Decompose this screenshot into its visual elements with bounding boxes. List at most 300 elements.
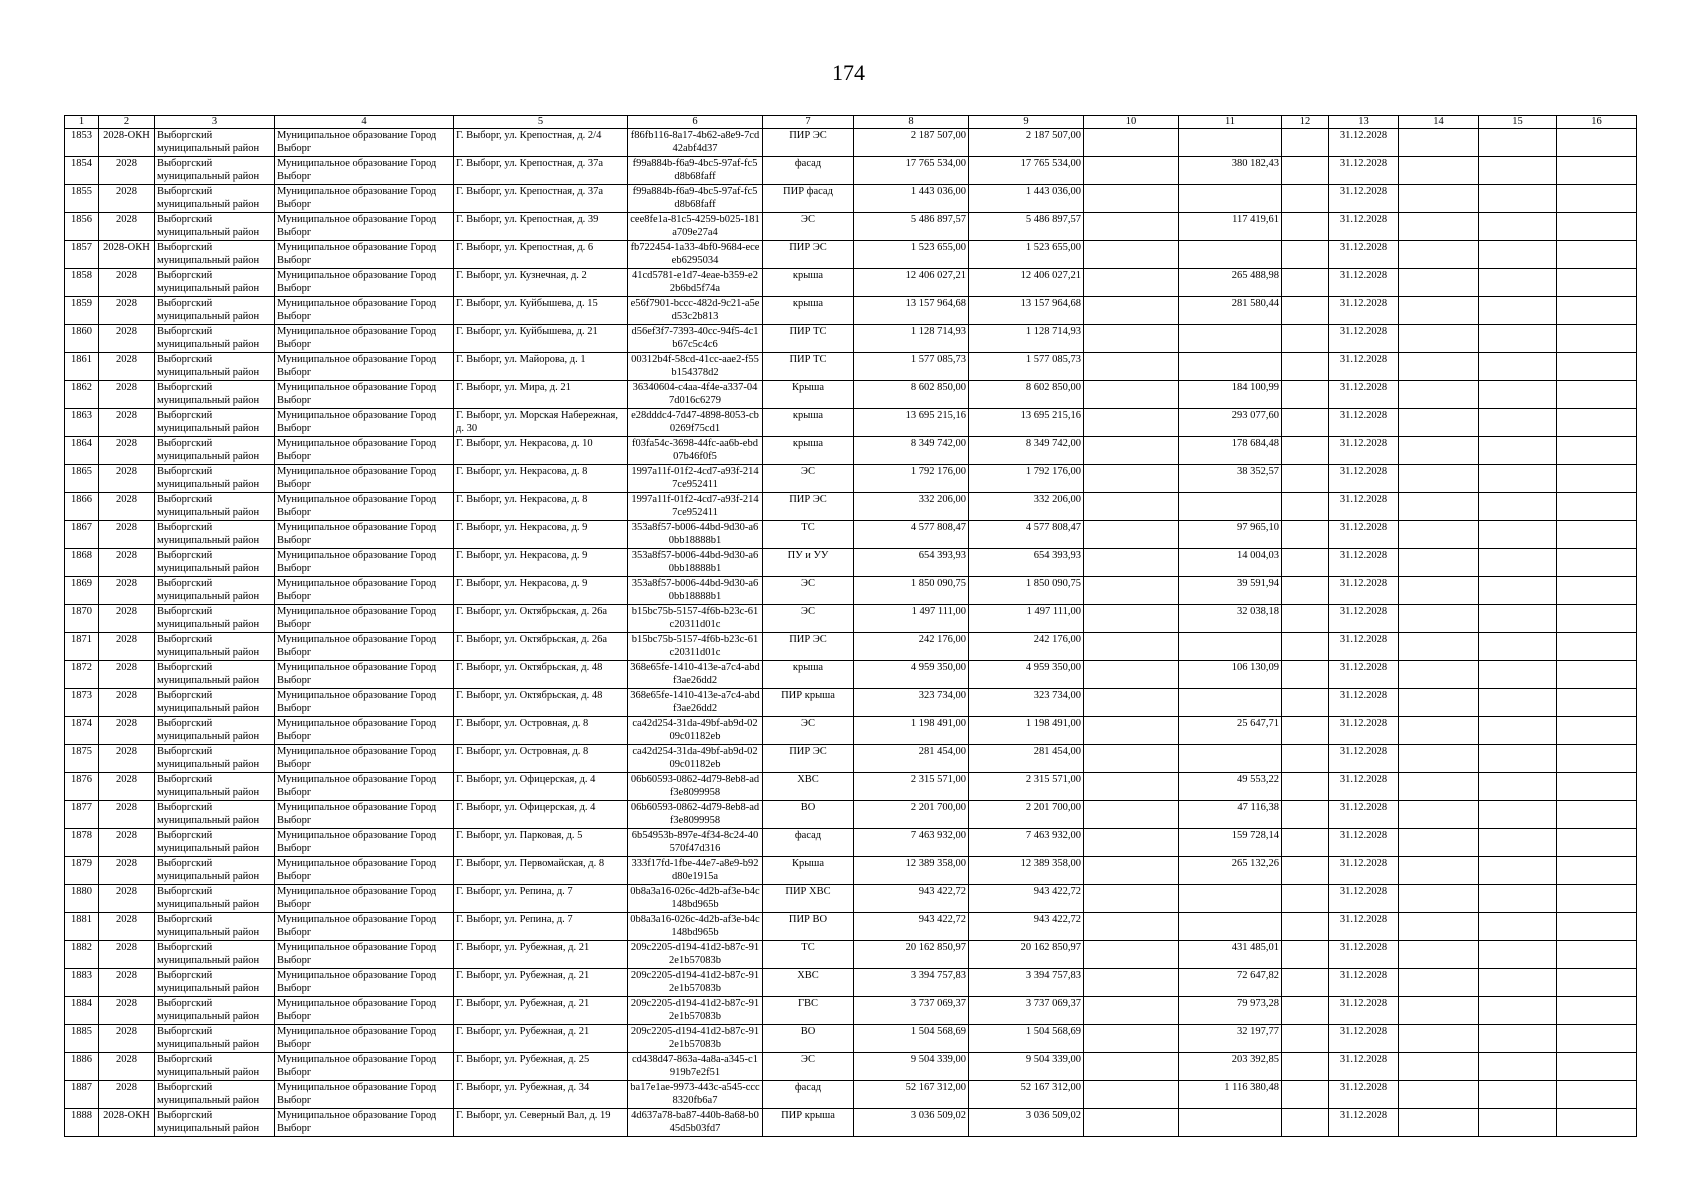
work-type-cell: ПУ и УУ [763,549,854,577]
cost-extra-cell: 159 728,14 [1179,829,1282,857]
col14-cell [1399,409,1479,437]
work-type-cell: фасад [763,157,854,185]
col10-cell [1084,605,1179,633]
table-row [65,241,1637,269]
col15-cell [1479,633,1557,661]
municipality-cell: Муниципальное образование Город Выборг [275,661,454,689]
work-type-cell: ВО [763,1025,854,1053]
district-cell: Выборгский муниципальный район [155,213,275,241]
work-type-cell: ПИР ТС [763,353,854,381]
column-header-2: 2 [99,116,155,129]
cost-fund-cell: 4 577 808,47 [969,521,1084,549]
table-row [65,213,1637,241]
district-cell: Выборгский муниципальный район [155,353,275,381]
cost-fund-cell: 1 504 568,69 [969,1025,1084,1053]
cost-extra-cell: 293 077,60 [1179,409,1282,437]
column-header-14: 14 [1399,116,1479,129]
address-cell: Г. Выборг, ул. Рубежная, д. 21 [454,997,628,1025]
municipality-cell: Муниципальное образование Город Выборг [275,1081,454,1109]
col12-cell [1282,269,1329,297]
col12-cell [1282,493,1329,521]
guid-cell: 209c2205-d194-41d2-b87c-912e1b57083b [628,997,763,1025]
deadline-date-cell: 31.12.2028 [1329,661,1399,689]
cost-extra-cell: 265 132,26 [1179,857,1282,885]
year-cell: 2028 [99,773,155,801]
guid-cell: 353a8f57-b006-44bd-9d30-a60bb18888b1 [628,521,763,549]
cost-total-cell: 943 422,72 [854,913,969,941]
cost-fund-cell: 13 157 964,68 [969,297,1084,325]
guid-cell: 41cd5781-e1d7-4eae-b359-e22b6bd5f74a [628,269,763,297]
cost-total-cell: 654 393,93 [854,549,969,577]
cost-total-cell: 1 523 655,00 [854,241,969,269]
col10-cell [1084,1081,1179,1109]
col16-cell [1557,829,1637,857]
district-cell: Выборгский муниципальный район [155,465,275,493]
municipality-cell: Муниципальное образование Город Выборг [275,773,454,801]
municipality-cell: Муниципальное образование Город Выборг [275,129,454,157]
deadline-date-cell: 31.12.2028 [1329,465,1399,493]
row-number: 1865 [65,465,99,493]
cost-total-cell: 2 315 571,00 [854,773,969,801]
deadline-date-cell: 31.12.2028 [1329,801,1399,829]
address-cell: Г. Выборг, ул. Северный Вал, д. 19 [454,1109,628,1137]
col15-cell [1479,997,1557,1025]
table-row [65,857,1637,885]
cost-extra-cell [1179,185,1282,213]
col15-cell [1479,409,1557,437]
work-type-cell: ПИР крыша [763,1109,854,1137]
guid-cell: 353a8f57-b006-44bd-9d30-a60bb18888b1 [628,577,763,605]
municipality-cell: Муниципальное образование Город Выборг [275,857,454,885]
municipality-cell: Муниципальное образование Город Выборг [275,997,454,1025]
district-cell: Выборгский муниципальный район [155,633,275,661]
column-header-15: 15 [1479,116,1557,129]
col10-cell [1084,801,1179,829]
address-cell: Г. Выборг, ул. Островная, д. 8 [454,745,628,773]
address-cell: Г. Выборг, ул. Октябрьская, д. 48 [454,689,628,717]
guid-cell: cd438d47-863a-4a8a-a345-c1919b7e2f51 [628,1053,763,1081]
col12-cell [1282,381,1329,409]
row-number: 1883 [65,969,99,997]
table-row [65,493,1637,521]
col10-cell [1084,1025,1179,1053]
address-cell: Г. Выборг, ул. Октябрьская, д. 26а [454,605,628,633]
col15-cell [1479,157,1557,185]
guid-cell: 333f17fd-1fbe-44e7-a8e9-b92d80e1915a [628,857,763,885]
col10-cell [1084,661,1179,689]
col15-cell [1479,577,1557,605]
cost-extra-cell: 49 553,22 [1179,773,1282,801]
work-type-cell: ЭС [763,213,854,241]
year-cell: 2028 [99,269,155,297]
cost-extra-cell: 184 100,99 [1179,381,1282,409]
deadline-date-cell: 31.12.2028 [1329,325,1399,353]
year-cell: 2028 [99,1025,155,1053]
col12-cell [1282,1081,1329,1109]
col14-cell [1399,437,1479,465]
work-type-cell: ПИР ЭС [763,633,854,661]
cost-fund-cell: 5 486 897,57 [969,213,1084,241]
col14-cell [1399,577,1479,605]
row-number: 1869 [65,577,99,605]
column-header-8: 8 [854,116,969,129]
col15-cell [1479,969,1557,997]
col12-cell [1282,885,1329,913]
cost-extra-cell: 380 182,43 [1179,157,1282,185]
cost-extra-cell: 106 130,09 [1179,661,1282,689]
work-type-cell: ХВС [763,969,854,997]
municipality-cell: Муниципальное образование Город Выборг [275,745,454,773]
guid-cell: 0b8a3a16-026c-4d2b-af3e-b4c148bd965b [628,913,763,941]
row-number: 1887 [65,1081,99,1109]
municipality-cell: Муниципальное образование Город Выборг [275,353,454,381]
guid-cell: f99a884b-f6a9-4bc5-97af-fc5d8b68faff [628,185,763,213]
col16-cell [1557,353,1637,381]
address-cell: Г. Выборг, ул. Некрасова, д. 9 [454,577,628,605]
district-cell: Выборгский муниципальный район [155,549,275,577]
deadline-date-cell: 31.12.2028 [1329,269,1399,297]
deadline-date-cell: 31.12.2028 [1329,1109,1399,1137]
col15-cell [1479,465,1557,493]
col15-cell [1479,1025,1557,1053]
col10-cell [1084,409,1179,437]
cost-total-cell: 4 577 808,47 [854,521,969,549]
col14-cell [1399,381,1479,409]
col14-cell [1399,185,1479,213]
district-cell: Выборгский муниципальный район [155,941,275,969]
cost-total-cell: 7 463 932,00 [854,829,969,857]
year-cell: 2028 [99,157,155,185]
year-cell: 2028 [99,185,155,213]
col15-cell [1479,661,1557,689]
cost-total-cell: 1 128 714,93 [854,325,969,353]
work-type-cell: крыша [763,661,854,689]
year-cell: 2028 [99,717,155,745]
work-type-cell: фасад [763,1081,854,1109]
col16-cell [1557,213,1637,241]
guid-cell: 06b60593-0862-4d79-8eb8-adf3e8099958 [628,801,763,829]
cost-total-cell: 281 454,00 [854,745,969,773]
year-cell: 2028 [99,885,155,913]
col15-cell [1479,1053,1557,1081]
cost-extra-cell: 117 419,61 [1179,213,1282,241]
table-row [65,297,1637,325]
col14-cell [1399,493,1479,521]
year-cell: 2028 [99,465,155,493]
col12-cell [1282,801,1329,829]
col12-cell [1282,521,1329,549]
col12-cell [1282,465,1329,493]
col14-cell [1399,213,1479,241]
col15-cell [1479,325,1557,353]
year-cell: 2028 [99,605,155,633]
cost-total-cell: 1 198 491,00 [854,717,969,745]
col10-cell [1084,689,1179,717]
district-cell: Выборгский муниципальный район [155,185,275,213]
table-row [65,129,1637,157]
table-body [65,129,1637,1137]
municipality-cell: Муниципальное образование Город Выборг [275,521,454,549]
table-row [65,1025,1637,1053]
year-cell: 2028 [99,409,155,437]
col10-cell [1084,857,1179,885]
col12-cell [1282,689,1329,717]
address-cell: Г. Выборг, ул. Крепостная, д. 2/4 [454,129,628,157]
col10-cell [1084,577,1179,605]
guid-cell: fb722454-1a33-4bf0-9684-eceeb6295034 [628,241,763,269]
work-type-cell: ЭС [763,605,854,633]
table-row [65,997,1637,1025]
cost-extra-cell [1179,1109,1282,1137]
work-type-cell: Крыша [763,381,854,409]
cost-fund-cell: 8 349 742,00 [969,437,1084,465]
year-cell: 2028 [99,577,155,605]
deadline-date-cell: 31.12.2028 [1329,241,1399,269]
district-cell: Выборгский муниципальный район [155,381,275,409]
col12-cell [1282,1025,1329,1053]
work-type-cell: ЭС [763,577,854,605]
col14-cell [1399,801,1479,829]
work-type-cell: ПИР ТС [763,325,854,353]
row-number: 1853 [65,129,99,157]
address-cell: Г. Выборг, ул. Крепостная, д. 37а [454,157,628,185]
address-cell: Г. Выборг, ул. Некрасова, д. 8 [454,465,628,493]
year-cell: 2028 [99,633,155,661]
column-header-16: 16 [1557,116,1637,129]
col10-cell [1084,745,1179,773]
cost-fund-cell: 943 422,72 [969,913,1084,941]
col15-cell [1479,1109,1557,1137]
cost-fund-cell: 2 201 700,00 [969,801,1084,829]
district-cell: Выборгский муниципальный район [155,661,275,689]
year-cell: 2028 [99,661,155,689]
municipality-cell: Муниципальное образование Город Выборг [275,1025,454,1053]
col14-cell [1399,717,1479,745]
col10-cell [1084,633,1179,661]
deadline-date-cell: 31.12.2028 [1329,1053,1399,1081]
col16-cell [1557,1109,1637,1137]
deadline-date-cell: 31.12.2028 [1329,521,1399,549]
year-cell: 2028 [99,941,155,969]
table-row [65,941,1637,969]
row-number: 1863 [65,409,99,437]
district-cell: Выборгский муниципальный район [155,409,275,437]
col12-cell [1282,129,1329,157]
col14-cell [1399,353,1479,381]
page-number: 174 [832,60,865,85]
cost-fund-cell: 52 167 312,00 [969,1081,1084,1109]
municipality-cell: Муниципальное образование Город Выборг [275,493,454,521]
col16-cell [1557,857,1637,885]
col14-cell [1399,1109,1479,1137]
year-cell: 2028 [99,801,155,829]
col14-cell [1399,913,1479,941]
deadline-date-cell: 31.12.2028 [1329,633,1399,661]
district-cell: Выборгский муниципальный район [155,1025,275,1053]
col10-cell [1084,829,1179,857]
work-type-cell: ПИР ВО [763,913,854,941]
col14-cell [1399,857,1479,885]
table-row [65,437,1637,465]
col14-cell [1399,885,1479,913]
cost-fund-cell: 3 737 069,37 [969,997,1084,1025]
work-type-cell: крыша [763,437,854,465]
work-type-cell: ТС [763,941,854,969]
cost-fund-cell: 12 406 027,21 [969,269,1084,297]
row-number: 1886 [65,1053,99,1081]
row-number: 1859 [65,297,99,325]
col12-cell [1282,185,1329,213]
district-cell: Выборгский муниципальный район [155,829,275,857]
col14-cell [1399,325,1479,353]
district-cell: Выборгский муниципальный район [155,1109,275,1137]
cost-fund-cell: 332 206,00 [969,493,1084,521]
col10-cell [1084,269,1179,297]
cost-total-cell: 2 201 700,00 [854,801,969,829]
cost-fund-cell: 1 850 090,75 [969,577,1084,605]
cost-total-cell: 20 162 850,97 [854,941,969,969]
district-cell: Выборгский муниципальный район [155,885,275,913]
col14-cell [1399,689,1479,717]
work-type-cell: Крыша [763,857,854,885]
cost-fund-cell: 8 602 850,00 [969,381,1084,409]
column-header-6: 6 [628,116,763,129]
municipality-cell: Муниципальное образование Город Выборг [275,1109,454,1137]
guid-cell: 1997a11f-01f2-4cd7-a93f-2147ce952411 [628,465,763,493]
address-cell: Г. Выборг, ул. Рубежная, д. 34 [454,1081,628,1109]
col16-cell [1557,297,1637,325]
table-row [65,353,1637,381]
deadline-date-cell: 31.12.2028 [1329,381,1399,409]
district-cell: Выборгский муниципальный район [155,801,275,829]
col10-cell [1084,129,1179,157]
work-type-cell: ПИР ЭС [763,745,854,773]
district-cell: Выборгский муниципальный район [155,129,275,157]
deadline-date-cell: 31.12.2028 [1329,549,1399,577]
col10-cell [1084,521,1179,549]
guid-cell: b15bc75b-5157-4f6b-b23c-61c20311d01c [628,633,763,661]
row-number: 1875 [65,745,99,773]
district-cell: Выборгский муниципальный район [155,521,275,549]
column-header-5: 5 [454,116,628,129]
table-row [65,633,1637,661]
cost-total-cell: 1 577 085,73 [854,353,969,381]
cost-total-cell: 943 422,72 [854,885,969,913]
deadline-date-cell: 31.12.2028 [1329,857,1399,885]
row-number: 1878 [65,829,99,857]
municipality-cell: Муниципальное образование Город Выборг [275,213,454,241]
district-cell: Выборгский муниципальный район [155,241,275,269]
municipality-cell: Муниципальное образование Город Выборг [275,325,454,353]
col10-cell [1084,773,1179,801]
col10-cell [1084,997,1179,1025]
row-number: 1877 [65,801,99,829]
col14-cell [1399,633,1479,661]
district-cell: Выборгский муниципальный район [155,745,275,773]
row-number: 1862 [65,381,99,409]
col15-cell [1479,1081,1557,1109]
address-cell: Г. Выборг, ул. Октябрьская, д. 48 [454,661,628,689]
municipality-cell: Муниципальное образование Город Выборг [275,633,454,661]
municipality-cell: Муниципальное образование Город Выборг [275,549,454,577]
col14-cell [1399,269,1479,297]
col15-cell [1479,885,1557,913]
col14-cell [1399,1081,1479,1109]
column-header-1: 1 [65,116,99,129]
work-type-cell: крыша [763,269,854,297]
col14-cell [1399,745,1479,773]
col16-cell [1557,129,1637,157]
cost-total-cell: 3 036 509,02 [854,1109,969,1137]
col10-cell [1084,325,1179,353]
row-number: 1856 [65,213,99,241]
cost-total-cell: 13 695 215,16 [854,409,969,437]
table-row [65,1109,1637,1137]
cost-total-cell: 9 504 339,00 [854,1053,969,1081]
deadline-date-cell: 31.12.2028 [1329,1025,1399,1053]
col16-cell [1557,969,1637,997]
address-cell: Г. Выборг, ул. Парковая, д. 5 [454,829,628,857]
col12-cell [1282,1109,1329,1137]
deadline-date-cell: 31.12.2028 [1329,605,1399,633]
year-cell: 2028 [99,969,155,997]
guid-cell: 209c2205-d194-41d2-b87c-912e1b57083b [628,941,763,969]
col14-cell [1399,997,1479,1025]
col10-cell [1084,717,1179,745]
row-number: 1864 [65,437,99,465]
cost-total-cell: 242 176,00 [854,633,969,661]
guid-cell: ca42d254-31da-49bf-ab9d-0209c01182eb [628,717,763,745]
row-number: 1860 [65,325,99,353]
table-row [65,885,1637,913]
row-number: 1884 [65,997,99,1025]
year-cell: 2028-ОКН [99,241,155,269]
col12-cell [1282,297,1329,325]
col12-cell [1282,717,1329,745]
cost-fund-cell: 1 577 085,73 [969,353,1084,381]
year-cell: 2028-ОКН [99,1109,155,1137]
municipality-cell: Муниципальное образование Город Выборг [275,913,454,941]
row-number: 1872 [65,661,99,689]
col14-cell [1399,773,1479,801]
col16-cell [1557,493,1637,521]
deadline-date-cell: 31.12.2028 [1329,1081,1399,1109]
column-number-row [65,116,1637,129]
col12-cell [1282,941,1329,969]
cost-extra-cell: 79 973,28 [1179,997,1282,1025]
col12-cell [1282,829,1329,857]
cost-fund-cell: 323 734,00 [969,689,1084,717]
cost-fund-cell: 1 198 491,00 [969,717,1084,745]
address-cell: Г. Выборг, ул. Мира, д. 21 [454,381,628,409]
work-type-cell: ЭС [763,1053,854,1081]
municipality-cell: Муниципальное образование Город Выборг [275,1053,454,1081]
col12-cell [1282,1053,1329,1081]
cost-extra-cell: 431 485,01 [1179,941,1282,969]
cost-fund-cell: 281 454,00 [969,745,1084,773]
cost-fund-cell: 13 695 215,16 [969,409,1084,437]
col10-cell [1084,913,1179,941]
col12-cell [1282,241,1329,269]
col14-cell [1399,661,1479,689]
row-number: 1870 [65,605,99,633]
row-number: 1868 [65,549,99,577]
col16-cell [1557,549,1637,577]
cost-total-cell: 3 737 069,37 [854,997,969,1025]
guid-cell: 209c2205-d194-41d2-b87c-912e1b57083b [628,1025,763,1053]
address-cell: Г. Выборг, ул. Репина, д. 7 [454,913,628,941]
row-number: 1876 [65,773,99,801]
